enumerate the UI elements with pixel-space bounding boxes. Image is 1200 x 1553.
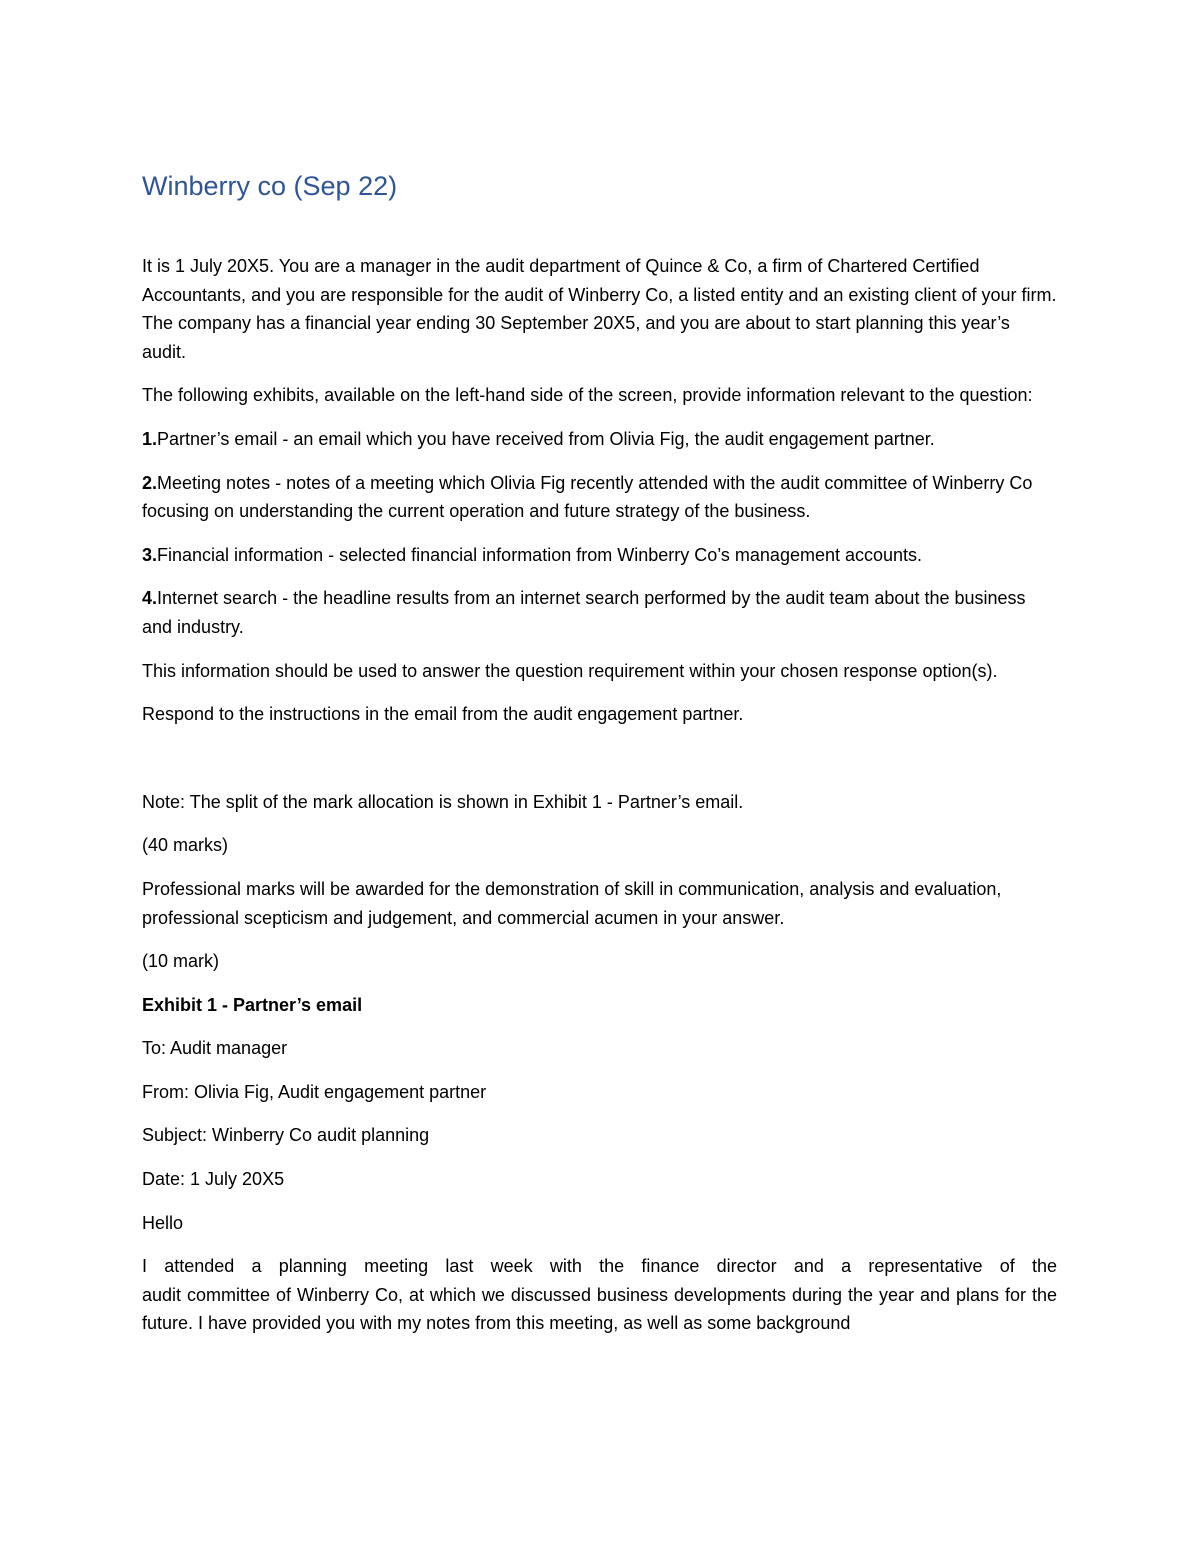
- exhibit-item-2: [142, 469, 1057, 526]
- email-greeting: Hello: [142, 1212, 184, 1233]
- blank-line: [142, 744, 1057, 788]
- exhibit-text: Partner’s email - an email which you have received from Olivia Fig, the audit engagement partner.: [157, 428, 935, 449]
- exhibit-item-1: [142, 425, 1057, 454]
- exhibit-text: Financial information - selected financial information from Winberry Co’s management accounts.: [157, 544, 923, 565]
- email-body-line-1: I attended a planning meeting last week with the finance director and a representative of the: [142, 1256, 1057, 1277]
- marks-main: (40 marks): [142, 835, 229, 856]
- email-to: To: Audit manager: [142, 1038, 288, 1059]
- exhibit-text: Meeting notes - notes of a meeting which Olivia Fig recently attended with the audit committee of Winberry Co focusing on understanding the current operation and future strategy of the business.: [142, 472, 1033, 522]
- email-date: Date: 1 July 20X5: [142, 1169, 285, 1190]
- exhibit-number: 3.: [142, 544, 158, 565]
- exhibit-text: Internet search - the headline results from an internet search performed by the audit team about the business and industry.: [142, 588, 1026, 637]
- exhibit-item-4: [142, 584, 1057, 641]
- professional-marks-paragraph: Professional marks will be awarded for the demonstration of skill in communication, analysis and evaluation, professional scepticism and judgement, and commercial acumen in your answer.: [142, 878, 1002, 928]
- exhibit-number: 1.: [142, 428, 158, 449]
- use-info-paragraph: This information should be used to answer the question requirement within your chosen response option(s).: [142, 660, 998, 681]
- exhibit-number: 2.: [142, 472, 158, 493]
- document-title: Winberry co (Sep 22): [142, 171, 398, 201]
- intro-paragraph: It is 1 July 20X5. You are a manager in the audit department of Quince & Co, a firm of Chartered Certified Accountants, and you are responsible for the audit of Winberry Co, a listed entity and an existing client of your firm. The company has a financial year ending 30 September 20X5, and you are about to start planning this year’s audit.: [142, 256, 1057, 362]
- exhibit1-heading: Exhibit 1 - Partner’s email: [142, 994, 363, 1015]
- exhibits-intro: The following exhibits, available on the left-hand side of the screen, provide information relevant to the question:: [142, 385, 1033, 406]
- email-body-rest: audit committee of Winberry Co, at which we discussed business developments during the year and plans for the future. I have provided you with my notes from this meeting, as well as some background: [142, 1284, 1057, 1334]
- note-paragraph: Note: The split of the mark allocation is shown in Exhibit 1 - Partner’s email.: [142, 791, 744, 812]
- email-from: From: Olivia Fig, Audit engagement partner: [142, 1081, 487, 1102]
- document-page: [142, 164, 1057, 1338]
- exhibit-item-3: [142, 541, 1057, 570]
- respond-paragraph: Respond to the instructions in the email from the audit engagement partner.: [142, 704, 744, 725]
- email-subject: Subject: Winberry Co audit planning: [142, 1125, 430, 1146]
- email-body: [142, 1252, 1057, 1338]
- exhibit-number: 4.: [142, 588, 158, 609]
- marks-professional: (10 mark): [142, 951, 220, 972]
